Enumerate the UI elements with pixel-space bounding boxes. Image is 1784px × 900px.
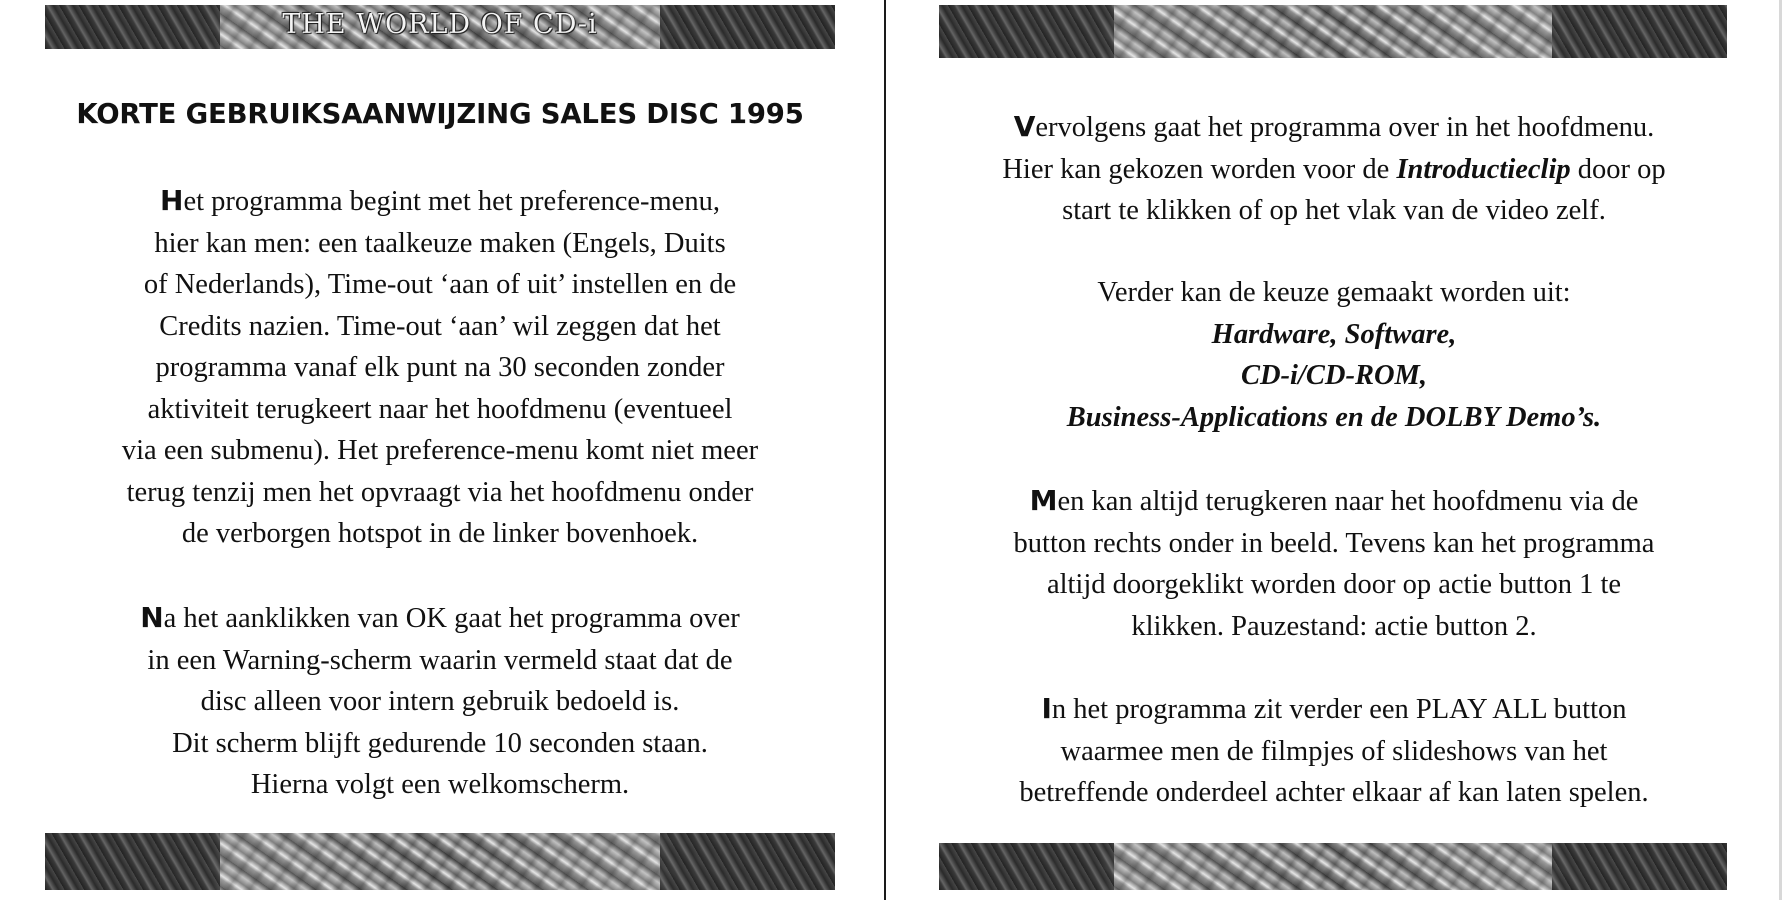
emphasis-line: Hardware, Software, xyxy=(1211,318,1457,350)
text-line: Hier kan gekozen worden voor de Introductieclip door op xyxy=(1002,153,1666,185)
top-marble-band-right xyxy=(939,5,1727,58)
text-line: hier kan men: een taalkeuze maken (Engels, Duits xyxy=(154,227,726,259)
text-line: Dit scherm blijft gedurende 10 seconden staan. xyxy=(172,727,708,759)
text-line: betreffende onderdeel achter elkaar af kan laten spelen. xyxy=(1019,777,1649,808)
text-line: altijd doorgeklikt worden door op actie button 1 te xyxy=(1046,569,1622,600)
drop-cap: V xyxy=(1013,110,1036,143)
drop-cap: H xyxy=(160,184,184,217)
bottom-marble-band-left xyxy=(45,833,835,890)
text-line: waarmee men de filmpjes of slideshows van het xyxy=(1060,735,1608,767)
text-line: de verborgen hotspot in de linker bovenhoek. xyxy=(181,518,699,549)
text-line: Na het aanklikken van OK gaat het programma over xyxy=(140,601,740,634)
text-line: In het programma zit verder een PLAY ALL button xyxy=(1041,692,1627,725)
text-line: Men kan altijd terugkeren naar het hoofdmenu via de xyxy=(1029,484,1639,517)
paragraph-main-menu xyxy=(904,106,1764,232)
text-line: start te klikken of op het vlak van de video zelf. xyxy=(1062,195,1606,226)
text-line: button rechts onder in beeld. Tevens kan het programma xyxy=(1013,527,1655,559)
text-line: Credits nazien. Time-out ‘aan’ wil zeggen dat het xyxy=(159,310,721,342)
emphasis-introductieclip: Introductieclip xyxy=(1396,153,1571,185)
right-page xyxy=(884,0,1784,900)
emphasis-line: CD-i/CD-ROM, xyxy=(1240,360,1428,391)
text-line: Hierna volgt een welkomscherm. xyxy=(250,769,630,800)
text-line: disc alleen voor intern gebruik bedoeld is. xyxy=(200,686,680,717)
paragraph-return-home xyxy=(904,480,1764,647)
text-line: terug tenzij men het opvraagt via het hoofdmenu onder xyxy=(126,476,754,508)
text-line: klikken. Pauzestand: actie button 2. xyxy=(1131,610,1537,642)
paragraph-warning-screen xyxy=(45,597,835,806)
drop-cap: N xyxy=(140,601,164,634)
band-title: THE WORLD OF CD-i xyxy=(282,9,598,40)
text-line: via een submenu). Het preference-menu komt niet meer xyxy=(121,435,759,466)
paragraph-preference-menu xyxy=(45,180,835,555)
top-marble-band-left xyxy=(45,5,835,49)
emphasis-line: Business-Applications en de DOLBY Demo’s. xyxy=(1066,401,1602,433)
text-line: Verder kan de keuze gemaakt worden uit: xyxy=(1097,277,1571,308)
paragraph-choices xyxy=(904,272,1764,438)
text-line: Vervolgens gaat het programma over in het hoofdmenu. xyxy=(1013,110,1655,143)
left-page xyxy=(0,0,880,900)
text-line: in een Warning-scherm waarin vermeld staat dat de xyxy=(147,644,733,676)
page-edge xyxy=(1779,0,1782,900)
text-line: Het programma begint met het preference-menu, xyxy=(160,184,720,217)
drop-cap: M xyxy=(1029,484,1058,517)
text-line: of Nederlands), Time-out ‘aan of uit’ instellen en de xyxy=(143,269,737,300)
bottom-marble-band-right xyxy=(939,843,1727,890)
drop-cap: I xyxy=(1041,692,1052,725)
page-heading: KORTE GEBRUIKSAANWIJZING SALES DISC 1995 xyxy=(76,98,804,130)
text-line: aktiviteit terugkeert naar het hoofdmenu (eventueel xyxy=(147,393,733,425)
text-line: programma vanaf elk punt na 30 seconden zonder xyxy=(155,352,725,383)
paragraph-play-all xyxy=(904,688,1764,814)
